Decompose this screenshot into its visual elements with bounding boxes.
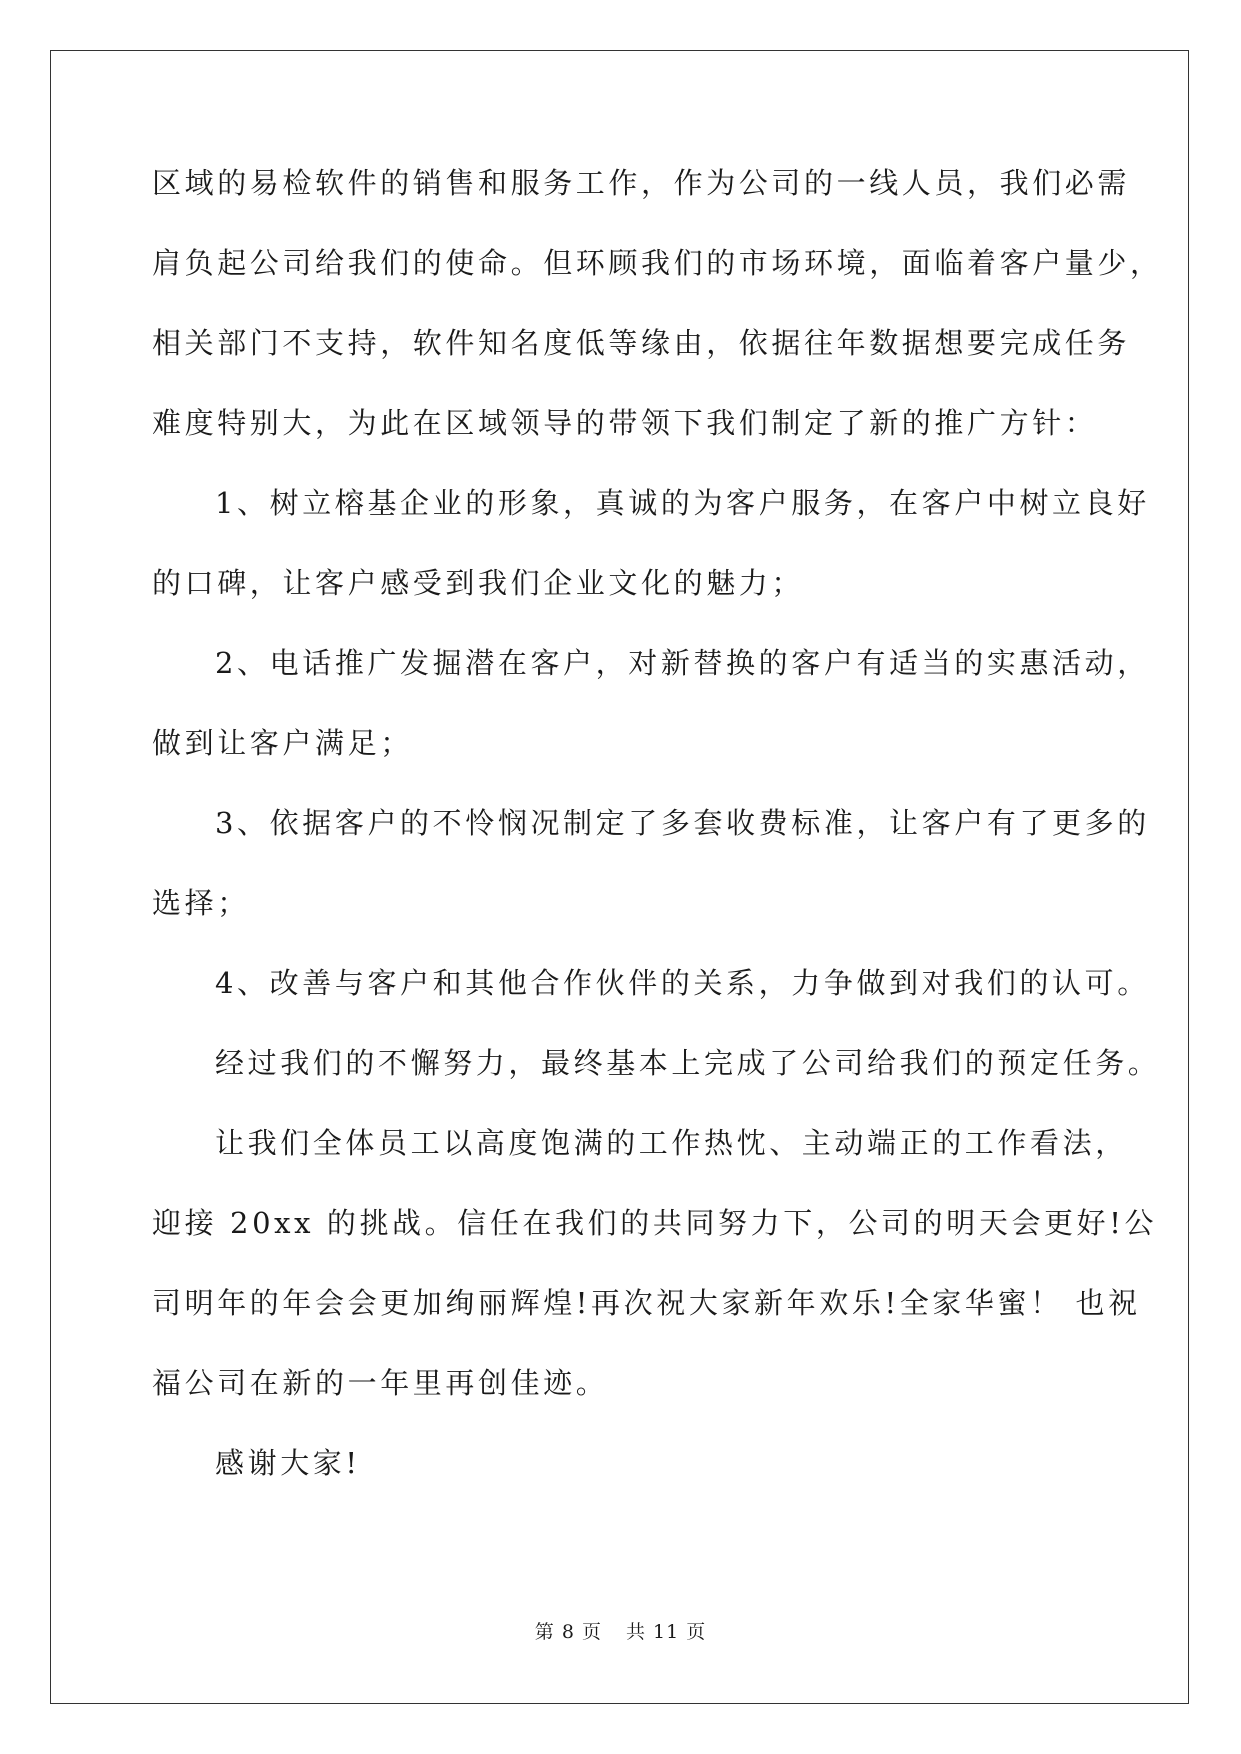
text-line: 选择； [152,886,250,920]
text-line: 的口碑，让客户感受到我们企业文化的魅力； [152,566,805,600]
paragraph-start: 让我们全体员工以高度饱满的工作热忱、主动端正的工作看法， [215,1126,1128,1160]
current-page-number: 第 8 页 [534,1621,602,1643]
text-line: 相关部门不支持，软件知名度低等缘由，依据往年数据想要完成任务 [152,326,1131,360]
text-line: 区域的易检软件的销售和服务工作，作为公司的一线人员，我们必需 [152,166,1131,200]
document-body [152,166,1163,1528]
text-line: 肩负起公司给我们的使命。但环顾我们的市场环境，面临着客户量少， [152,246,1163,280]
text-line: 难度特别大，为此在区域领导的带领下我们制定了新的推广方针： [152,406,1098,440]
text-line: 做到让客户满足； [152,726,413,760]
list-item-4: 4、改善与客户和其他合作伙伴的关系，力争做到对我们的认可。 [215,966,1150,1000]
text-line: 福公司在新的一年里再创佳迹。 [152,1366,609,1400]
page-footer [0,1617,1241,1644]
text-line: 迎接 20xx 的挑战。信任在我们的共同努力下，公司的明天会更好!公 [152,1206,1158,1240]
paragraph-start: 经过我们的不懈努力，最终基本上完成了公司给我们的预定任务。 [215,1046,1161,1080]
text-line: 司明年的年会会更加绚丽辉煌!再次祝大家新年欢乐!全家华蜜！ 也祝 [152,1286,1141,1320]
total-page-count: 共 11 页 [625,1621,707,1643]
list-item-2: 2、电话推广发掘潜在客户，对新替换的客户有适当的实惠活动， [215,646,1150,680]
closing-line: 感谢大家! [215,1446,361,1480]
list-item-1: 1、树立榕基企业的形象，真诚的为客户服务，在客户中树立良好 [215,486,1150,520]
list-item-3: 3、依据客户的不怜悯况制定了多套收费标准，让客户有了更多的 [215,806,1150,840]
